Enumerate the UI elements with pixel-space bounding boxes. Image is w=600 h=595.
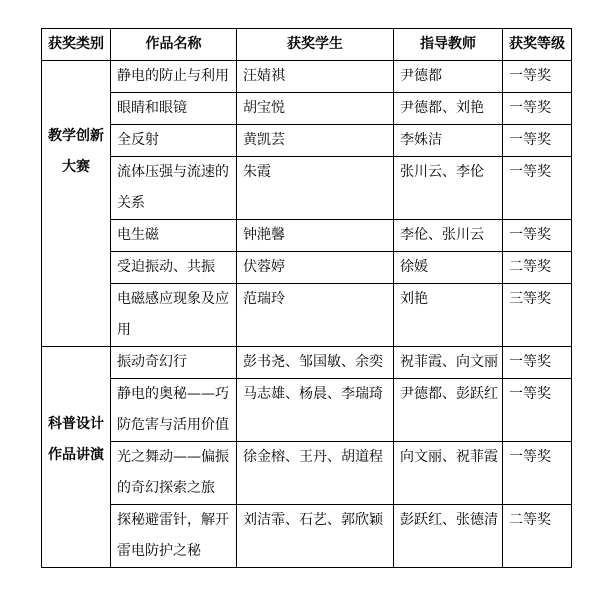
header-award-level: 获奖等级 xyxy=(503,29,572,61)
table-row xyxy=(42,220,572,252)
work-name-cell: 电磁感应现象及应用 xyxy=(111,284,237,347)
table-row xyxy=(42,505,572,568)
award-level-cell: 一等奖 xyxy=(503,125,572,157)
category-cell: 科普设计作品讲演 xyxy=(42,347,111,568)
teachers-cell: 李伦、张川云 xyxy=(394,220,503,252)
students-cell: 马志雄、杨晨、李瑞琦 xyxy=(237,379,394,442)
work-name-cell: 电生磁 xyxy=(111,220,237,252)
award-level-cell: 一等奖 xyxy=(503,442,572,505)
work-name-cell: 眼睛和眼镜 xyxy=(111,93,237,125)
teachers-cell: 徐媛 xyxy=(394,252,503,284)
work-name-cell: 振动奇幻行 xyxy=(111,347,237,379)
award-level-cell: 二等奖 xyxy=(503,252,572,284)
table-row xyxy=(42,347,572,379)
students-cell: 彭书尧、邹国敏、余奕 xyxy=(237,347,394,379)
students-cell: 徐金榕、王丹、胡道程 xyxy=(237,442,394,505)
students-cell: 胡宝悦 xyxy=(237,93,394,125)
teachers-cell: 彭跃红、张德清 xyxy=(394,505,503,568)
award-level-cell: 一等奖 xyxy=(503,379,572,442)
header-category: 获奖类别 xyxy=(42,29,111,61)
work-name-cell: 受迫振动、共振 xyxy=(111,252,237,284)
teachers-cell: 尹德都 xyxy=(394,61,503,93)
table-row xyxy=(42,379,572,442)
category-cell: 教学创新大赛 xyxy=(42,61,111,347)
table-row xyxy=(42,93,572,125)
students-cell: 黄凯芸 xyxy=(237,125,394,157)
teachers-cell: 祝菲霞、向文丽 xyxy=(394,347,503,379)
work-name-cell: 光之舞动——偏振的奇幻探索之旅 xyxy=(111,442,237,505)
teachers-cell: 尹德都、彭跃红 xyxy=(394,379,503,442)
teachers-cell: 向文丽、祝菲霞 xyxy=(394,442,503,505)
table-row xyxy=(42,125,572,157)
award-level-cell: 一等奖 xyxy=(503,347,572,379)
table-row xyxy=(42,157,572,220)
work-name-cell: 静电的防止与利用 xyxy=(111,61,237,93)
students-cell: 伏蓉婷 xyxy=(237,252,394,284)
teachers-cell: 尹德都、刘艳 xyxy=(394,93,503,125)
students-cell: 钟滟馨 xyxy=(237,220,394,252)
work-name-cell: 全反射 xyxy=(111,125,237,157)
work-name-cell: 探秘避雷针，解开雷电防护之秘 xyxy=(111,505,237,568)
students-cell: 汪婧祺 xyxy=(237,61,394,93)
award-level-cell: 一等奖 xyxy=(503,61,572,93)
header-work-name: 作品名称 xyxy=(111,29,237,61)
awards-table xyxy=(41,28,572,568)
award-level-cell: 三等奖 xyxy=(503,284,572,347)
header-row xyxy=(42,29,572,61)
award-level-cell: 一等奖 xyxy=(503,220,572,252)
header-teachers: 指导教师 xyxy=(394,29,503,61)
work-name-cell: 流体压强与流速的关系 xyxy=(111,157,237,220)
header-students: 获奖学生 xyxy=(237,29,394,61)
award-level-cell: 二等奖 xyxy=(503,505,572,568)
teachers-cell: 刘艳 xyxy=(394,284,503,347)
students-cell: 范瑞玲 xyxy=(237,284,394,347)
table-row xyxy=(42,61,572,93)
students-cell: 朱霞 xyxy=(237,157,394,220)
table-row xyxy=(42,284,572,347)
teachers-cell: 张川云、李伦 xyxy=(394,157,503,220)
students-cell: 刘洁霏、石艺、郭欣颖 xyxy=(237,505,394,568)
table-row xyxy=(42,442,572,505)
award-level-cell: 一等奖 xyxy=(503,93,572,125)
award-level-cell: 一等奖 xyxy=(503,157,572,220)
work-name-cell: 静电的奥秘——巧防危害与活用价值 xyxy=(111,379,237,442)
table-row xyxy=(42,252,572,284)
teachers-cell: 李姝洁 xyxy=(394,125,503,157)
